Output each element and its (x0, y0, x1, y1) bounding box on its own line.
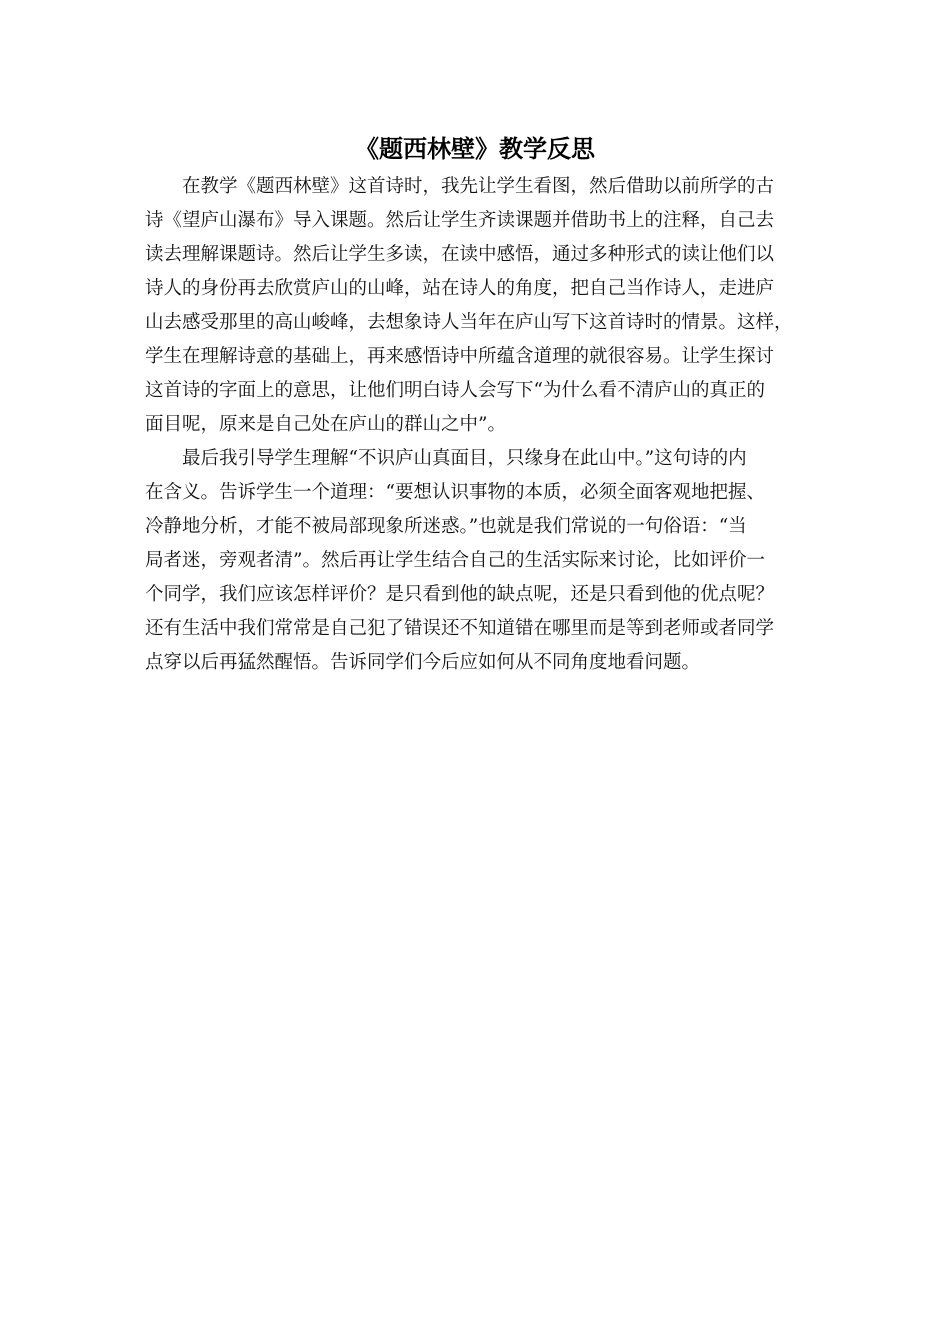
paragraph-line: 局者迷，旁观者清”。然后再让学生结合自己的生活实际来讨论，比如评价一 (145, 550, 765, 571)
paragraph-line: 冷静地分析，才能不被局部现象所迷惑。”也就是我们常说的一句俗语：“当 (145, 516, 747, 537)
paragraph-line: 在含义。告诉学生一个道理：“要想认识事物的本质，必须全面客观地把握、 (145, 482, 765, 503)
paragraph-line: 诗《望庐山瀑布》导入课题。然后让学生齐读课题并借助书上的注释，自己去 (145, 210, 775, 231)
paragraph-line: 点穿以后再猛然醒悟。告诉同学们今后应如何从不同角度地看问题。 (145, 652, 701, 673)
paragraph-line: 最后我引导学生理解“不识庐山真面目，只缘身在此山中。”这句诗的内 (182, 448, 747, 469)
paragraph-1 (145, 170, 807, 442)
document-title: 《题西林壁》教学反思 (355, 134, 595, 163)
paragraph-line: 个同学，我们应该怎样评价？是只看到他的缺点呢，还是只看到他的优点呢？ (145, 584, 775, 605)
paragraph-line: 学生在理解诗意的基础上，再来感悟诗中所蕴含道理的就很容易。让学生探讨 (145, 346, 775, 367)
paragraph-line: 山去感受那里的高山峻峰，去想象诗人当年在庐山写下这首诗时的情景。这样， (145, 312, 793, 333)
paragraph-line: 在教学《题西林壁》这首诗时，我先让学生看图，然后借助以前所学的古 (182, 176, 775, 197)
paragraph-2 (145, 442, 807, 680)
paragraph-line: 这首诗的字面上的意思，让他们明白诗人会写下“为什么看不清庐山的真正的 (145, 380, 765, 401)
document-body (145, 170, 807, 680)
paragraph-line: 面目呢，原来是自己处在庐山的群山之中”。 (145, 414, 506, 435)
paragraph-line: 还有生活中我们常常是自己犯了错误还不知道错在哪里而是等到老师或者同学 (145, 618, 775, 639)
paragraph-line: 读去理解课题诗。然后让学生多读，在读中感悟，通过多种形式的读让他们以 (145, 244, 775, 265)
paragraph-line: 诗人的身份再去欣赏庐山的山峰，站在诗人的角度，把自己当作诗人，走进庐 (145, 278, 775, 299)
